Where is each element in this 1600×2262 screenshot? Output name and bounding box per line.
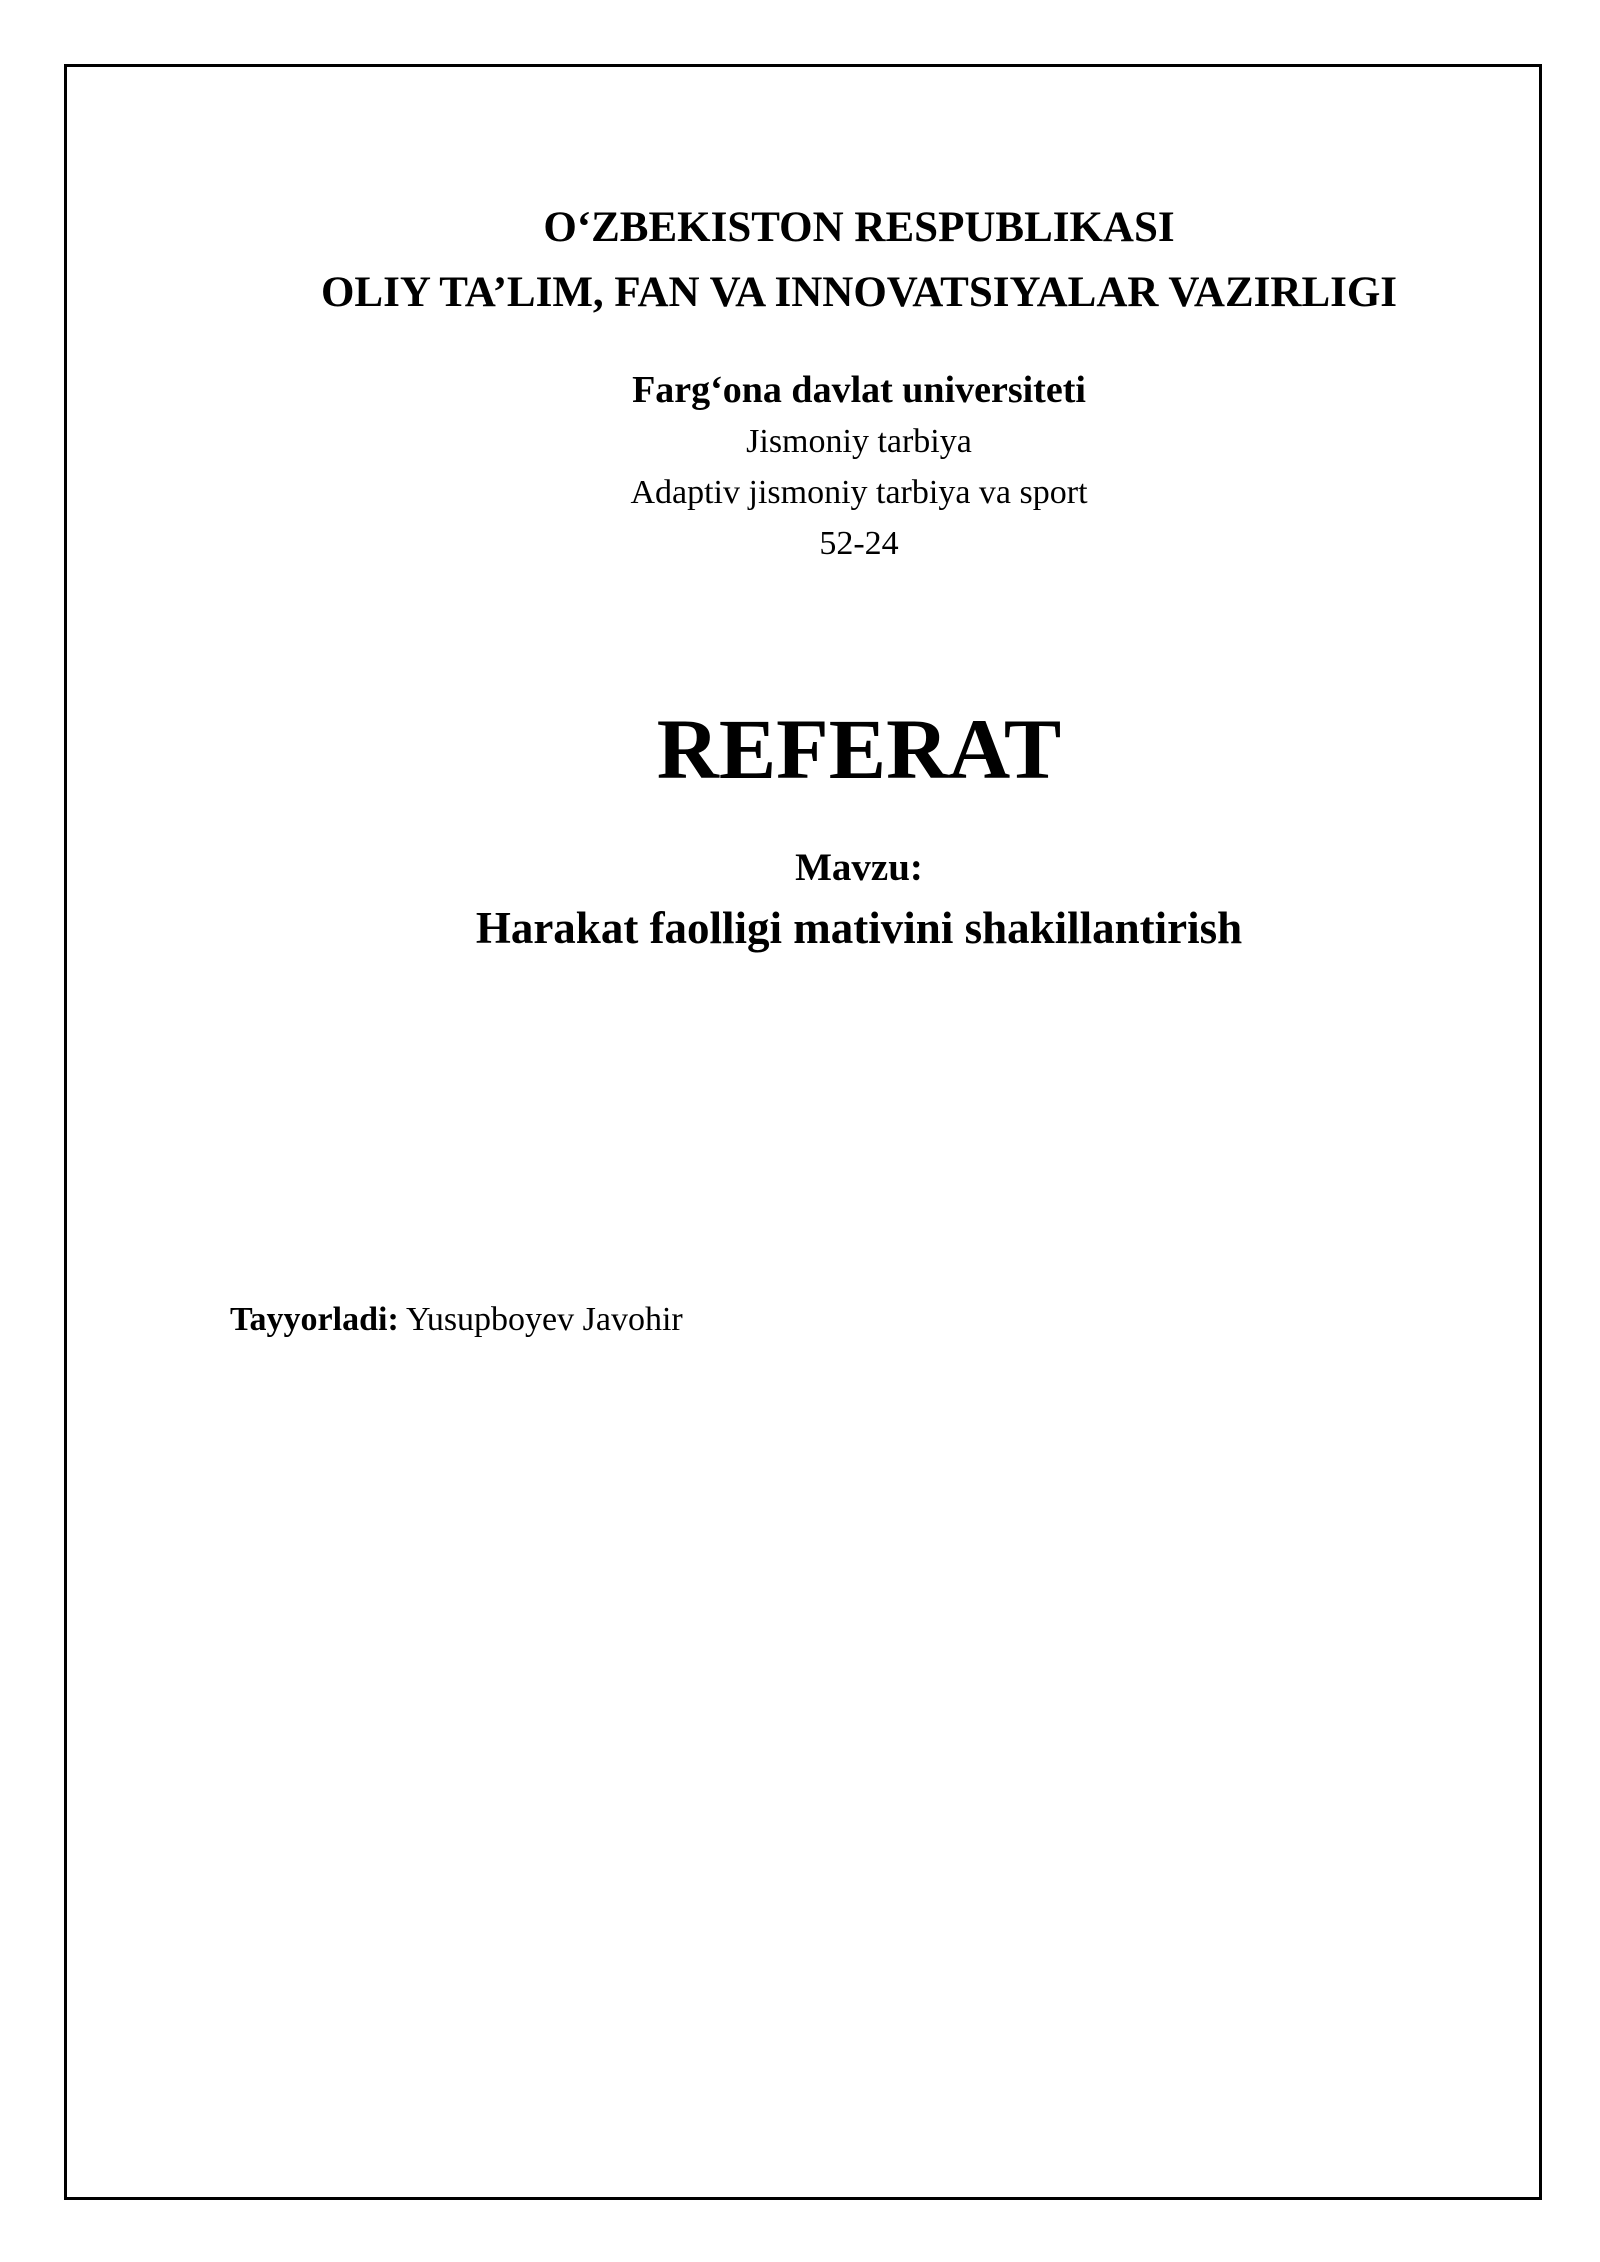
document-type-title: REFERAT xyxy=(656,701,1062,797)
author-name: Yusupboyev Javohir xyxy=(406,1301,683,1338)
author-label: Tayyorladi: xyxy=(230,1301,399,1338)
program-name: Adaptiv jismoniy tarbiya va sport xyxy=(630,474,1088,511)
ministry-heading: OLIY TA’LIM, FAN VA INNOVATSIYALAR VAZIRLIGI xyxy=(320,269,1398,316)
country-heading: O‘ZBEKISTON RESPUBLIKASI xyxy=(543,204,1175,251)
topic-label: Mavzu: xyxy=(795,846,923,889)
faculty-name: Jismoniy tarbiya xyxy=(746,423,972,460)
university-name: Farg‘ona davlat universiteti xyxy=(632,369,1086,411)
group-number: 52-24 xyxy=(819,525,899,562)
author-line xyxy=(230,1303,683,1337)
topic-title: Harakat faolligi mativini shakillantirish xyxy=(475,903,1243,953)
